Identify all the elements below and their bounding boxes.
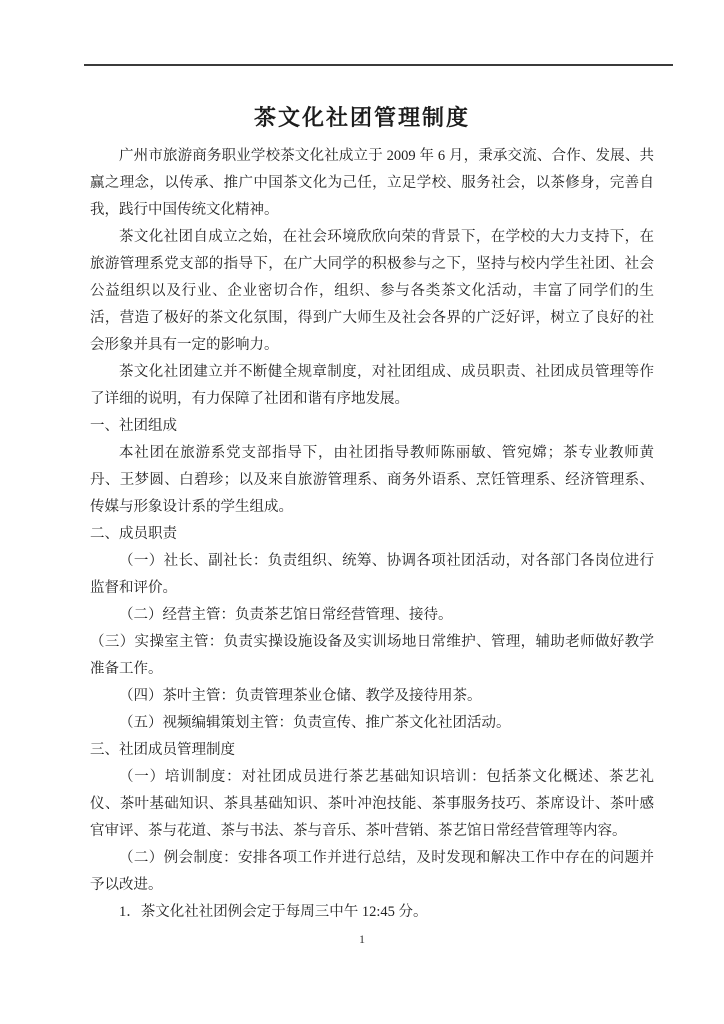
duty-item-operations-manager: （二）经营主管：负责茶艺馆日常经营管理、接待。	[119, 607, 453, 623]
duty-item-tea-manager: （四）茶叶主管：负责管理茶业仓储、教学及接待用茶。	[119, 688, 482, 704]
meeting-schedule-item: 1．茶文化社社团例会定于每周三中午 12:45 分。	[119, 904, 428, 920]
header-divider-rule	[84, 64, 673, 66]
management-item-training: （一）培训制度：对社团成员进行茶艺基础知识培训：包括茶文化概述、茶艺礼仪、茶叶基础知识、茶具基础知识、茶叶冲泡技能、茶事服务技巧、茶席设计、茶叶感官审评、茶与花道、茶与书法、茶与音乐、茶叶营销、茶艺馆日常经营管理等内容。	[90, 769, 654, 839]
paragraph-history: 茶文化社团自成立之始，在社会环境欣欣向荣的背景下，在学校的大力支持下，在旅游管理系党支部的指导下，在广大同学的积极参与之下，坚持与校内学生社团、社会公益组织以及行业、企业密切合作，组织、参与各类茶文化活动，丰富了同学们的生活，营造了极好的茶文化氛围，得到广大师生及社会各界的广泛好评，树立了良好的社会形象并具有一定的影响力。	[90, 229, 654, 353]
duty-item-practice-room: （三）实操室主管：负责实操设施设备及实训场地日常维护、管理，辅助老师做好教学准备工作。	[90, 634, 654, 677]
paragraph-rules-overview: 茶文化社团建立并不断健全规章制度，对社团组成、成员职责、社团成员管理等作了详细的说明，有力保障了社团和谐有序地发展。	[90, 364, 654, 407]
document-body	[90, 143, 654, 926]
duty-item-president: （一）社长、副社长：负责组织、统筹、协调各项社团活动，对各部门各岗位进行监督和评价。	[90, 553, 654, 596]
section-heading-duties: 二、成员职责	[90, 526, 177, 542]
management-item-meetings: （二）例会制度：安排各项工作并进行总结，及时发现和解决工作中存在的问题并予以改进。	[90, 850, 654, 893]
page-title: 茶文化社团管理制度	[253, 104, 470, 130]
duty-item-video-editor: （五）视频编辑策划主管：负责宣传、推广茶文化社团活动。	[119, 715, 511, 731]
paragraph-intro: 广州市旅游商务职业学校茶文化社成立于 2009 年 6 月，秉承交流、合作、发展、共赢之理念，以传承、推广中国茶文化为己任，立足学校、服务社会，以茶修身，完善自我，践行中国传统文化精神。	[90, 148, 654, 218]
section-heading-composition: 一、社团组成	[90, 418, 177, 434]
section-heading-management: 三、社团成员管理制度	[90, 742, 235, 758]
paragraph-composition: 本社团在旅游系党支部指导下，由社团指导教师陈丽敏、管宛嫦；茶专业教师黄丹、王梦圆、白碧珍；以及来自旅游管理系、商务外语系、烹饪管理系、经济管理系、传媒与形象设计系的学生组成。	[90, 445, 654, 515]
page-number: 1	[359, 932, 365, 946]
